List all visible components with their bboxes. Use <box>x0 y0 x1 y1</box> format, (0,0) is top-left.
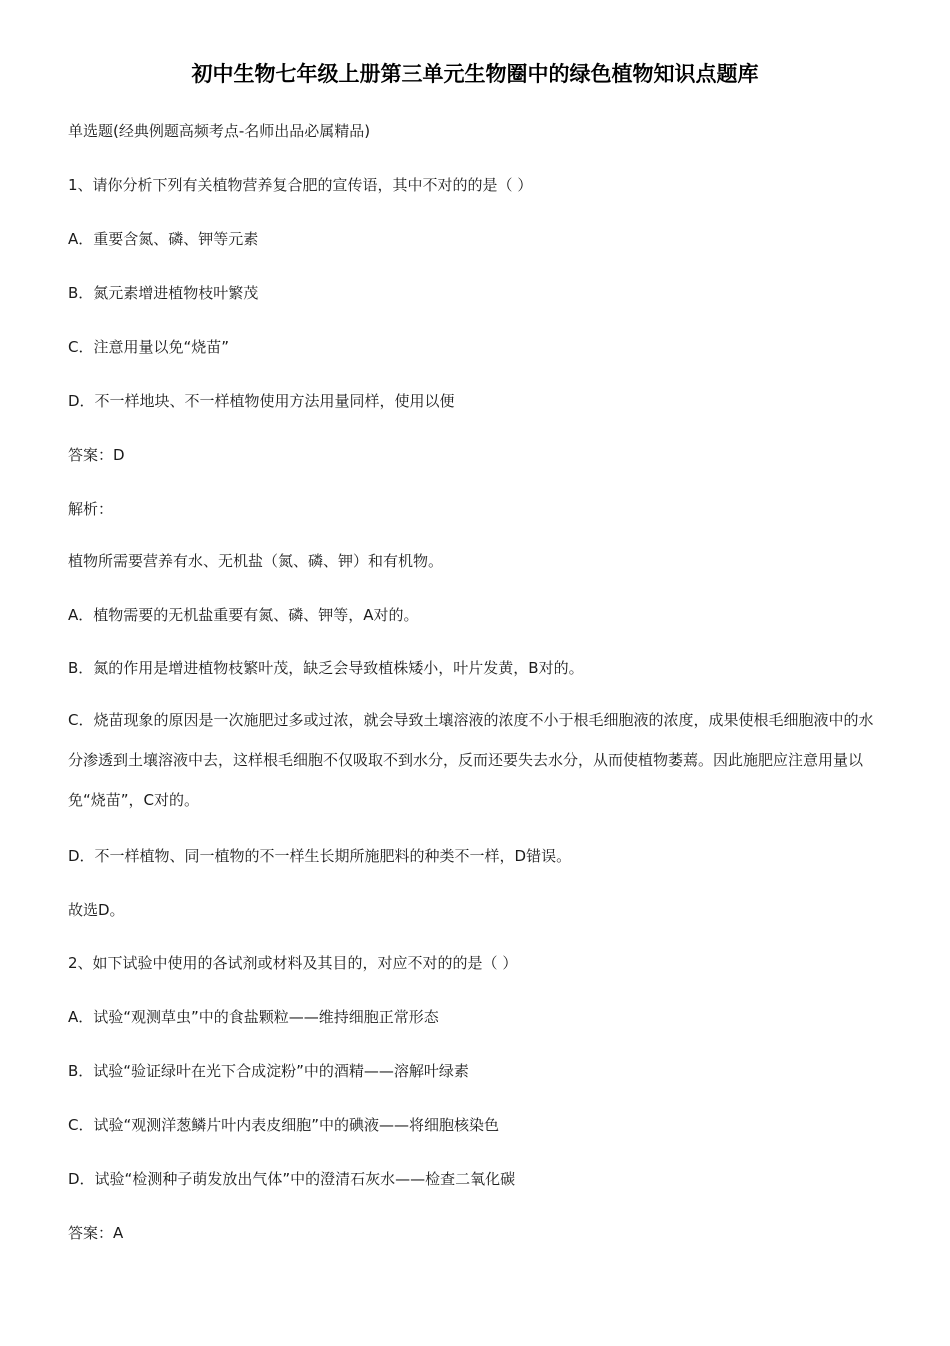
question-1-analysis-c: C．烧苗现象的原因是一次施肥过多或过浓，就会导致土壤溶液的浓度不小于根毛细胞液的浓度，成果使根毛细胞液中的水分渗透到土壤溶液中去，这样根毛细胞不仅吸取不到水分，反而还要失去水分，从而使植物萎蔫。因此施肥应注意用量以免“烧苗”，C对的。 <box>68 711 874 809</box>
question-1-option-c: C．注意用量以免“烧苗” <box>68 338 230 356</box>
question-1-option-d: D．不一样地块、不一样植物使用方法用量同样，使用以便 <box>68 392 455 410</box>
question-1-analysis-b: B．氮的作用是增进植物枝繁叶茂，缺乏会导致植株矮小，叶片发黄，B对的。 <box>68 659 584 677</box>
question-1-analysis-d: D．不一样植物、同一植物的不一样生长期所施肥料的种类不一样，D错误。 <box>68 847 572 865</box>
question-2-stem: 2、如下试验中使用的各试剂或材料及其目的，对应不对的的是（ ） <box>68 954 518 972</box>
section-label: 单选题(经典例题高频考点-名师出品必属精品) <box>68 122 371 140</box>
question-2-answer: 答案：A <box>68 1224 124 1242</box>
question-1-conclusion: 故选D。 <box>68 901 125 919</box>
document-title: 初中生物七年级上册第三单元生物圈中的绿色植物知识点题库 <box>191 62 759 86</box>
question-2-option-b: B．试验“验证绿叶在光下合成淀粉”中的酒精——溶解叶绿素 <box>68 1062 469 1080</box>
question-1-option-b: B．氮元素增进植物枝叶繁茂 <box>68 284 259 302</box>
question-1-option-a: A．重要含氮、磷、钾等元素 <box>68 230 259 248</box>
question-1-stem: 1、请你分析下列有关植物营养复合肥的宣传语，其中不对的的是（ ） <box>68 176 533 194</box>
question-2-option-d: D．试验“检测种子萌发放出气体”中的澄清石灰水——检查二氧化碳 <box>68 1170 516 1188</box>
question-1-analysis-a: A．植物需要的无机盐重要有氮、磷、钾等，A对的。 <box>68 606 419 624</box>
question-2-option-a: A．试验“观测草虫”中的食盐颗粒——维持细胞正常形态 <box>68 1008 439 1026</box>
question-1-analysis-intro: 植物所需要营养有水、无机盐（氮、磷、钾）和有机物。 <box>68 552 444 570</box>
question-1-answer: 答案：D <box>68 446 125 464</box>
question-2-option-c: C．试验“观测洋葱鳞片叶内表皮细胞”中的碘液——将细胞核染色 <box>68 1116 500 1134</box>
question-1-analysis-label: 解析： <box>68 500 114 518</box>
